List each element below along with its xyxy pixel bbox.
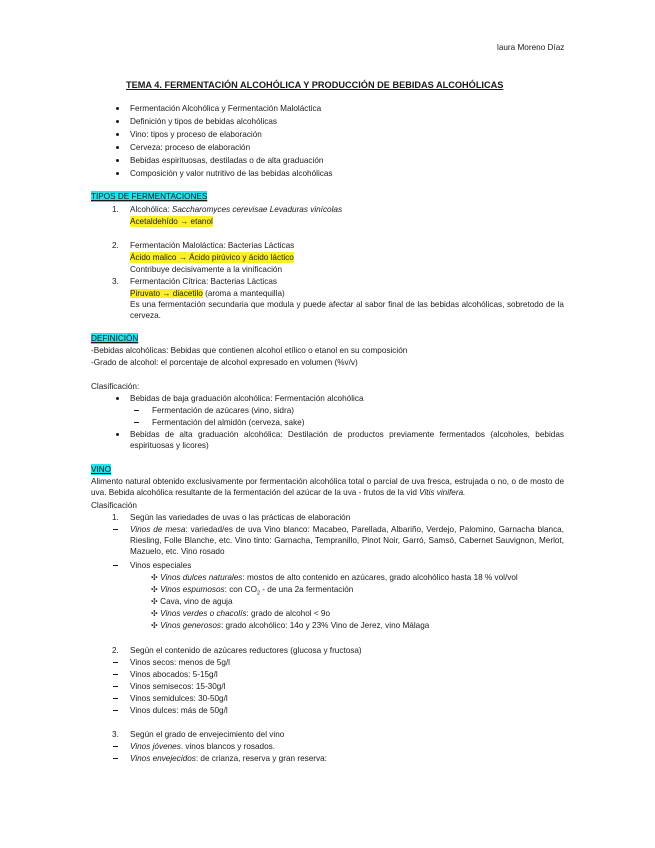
bullet-icon: [116, 107, 119, 110]
reaction-text: Ácido malico → Ácido pirúvico y ácido láctico: [130, 253, 294, 262]
bullet-icon: [116, 120, 119, 123]
list-item: Vinos semisecos: 15-30g/l: [130, 682, 226, 691]
term: Vinos generosos: [160, 621, 221, 630]
bullet-icon: [116, 159, 119, 162]
organism-name: Saccharomyces cerevisae Levaduras vinícolas: [171, 205, 343, 214]
list-item: Bebidas de alta graduación alcohólica: Destilación de productos previamente fermentados (alcoholes, bebidas espirituosas y licores): [130, 430, 564, 450]
fermentation-citrica: Fermentación Cítrica: Bacterias Lácticas: [130, 277, 277, 286]
list-item: Bebidas espirituosas, destiladas o de alta graduación: [130, 156, 324, 165]
bullet-icon: [116, 433, 119, 436]
definition: : variedad/es de uva Vino blanco: Macabeo, Parellada, Albariño, Verdejo, Palomino, Garnacha blanca, Riesling, Folle Blanche, etc. Vino tinto: Garnacha, Tempranillo, Pinot Noir, Garró, Samsó, Cabernet Sauvignon, Merlot, Mazuelo, etc. Vino rosado: [130, 525, 564, 556]
bullet-icon: [116, 397, 119, 400]
list-item: Cerveza: proceso de elaboración: [130, 143, 251, 152]
fermentation-alcoholica: [130, 204, 342, 215]
definition-line: -Bebidas alcohólicas: Bebidas que contienen alcohol etílico o etanol en su composición: [91, 346, 408, 355]
dash-icon: [113, 698, 118, 699]
subscript: 2: [256, 590, 261, 597]
bullet-icon: [116, 133, 119, 136]
definition-line: -Grado de alcohol: el porcentaje de alcohol expresado en volumen (%v/v): [91, 358, 358, 367]
definition-tail: - de una 2a fermentación: [260, 585, 354, 594]
term: Vinos dulces naturales: [160, 573, 243, 582]
definition: : con CO: [224, 585, 257, 594]
vino-intro: [91, 476, 564, 498]
label: Alcohólica:: [130, 205, 172, 214]
vino-especial-item: [151, 608, 330, 619]
list-item: Vinos abocados: 5-15g/l: [130, 670, 218, 679]
dash-icon: [113, 662, 118, 663]
vino-especial-item: [151, 596, 233, 607]
dash-icon: [113, 710, 118, 711]
list-item: [130, 753, 327, 764]
reaction-text: Piruvato → diacetilo: [130, 289, 203, 298]
dash-icon: [134, 422, 139, 423]
author-name: laura Moreno Díaz: [497, 43, 565, 52]
item-number: 2.: [112, 241, 119, 250]
list-item: Vinos secos: menos de 5g/l: [130, 658, 230, 667]
term: Vinos verdes o chacolís: [160, 609, 247, 618]
vino-especial-item: [151, 572, 518, 583]
section-heading-tipos: TIPOS DE FERMENTACIONES: [91, 192, 208, 201]
term: Vinos jóvenes: [130, 742, 181, 751]
page-title: TEMA 4. FERMENTACIÓN ALCOHÓLICA Y PRODUCCIÓN DE BEBIDAS ALCOHÓLICAS: [126, 80, 504, 90]
subsection-title: Según las variedades de uvas o las prácticas de elaboración: [130, 513, 351, 522]
dash-icon: [113, 565, 118, 566]
star-bullet-icon: ✣: [151, 597, 158, 606]
vinos-de-mesa: [130, 524, 564, 557]
list-item: Bebidas de baja graduación alcohólica: Fermentación alcohólica: [130, 394, 364, 403]
dash-icon: [113, 746, 118, 747]
reaction-line: [130, 288, 285, 299]
vinos-especiales: Vinos especiales: [130, 561, 192, 570]
star-bullet-icon: ✣: [151, 573, 158, 582]
star-bullet-icon: ✣: [151, 621, 158, 630]
dash-icon: [113, 758, 118, 759]
subsection-title: Según el contenido de azúcares reductores (glucosa y fructosa): [130, 646, 362, 655]
definition: : grado de alcohol < 9o: [246, 609, 331, 618]
dash-icon: [113, 686, 118, 687]
dash-icon: [134, 410, 139, 411]
list-item: Fermentación de azúcares (vino, sidra): [152, 406, 294, 415]
item-number: 1.: [112, 205, 119, 214]
species-name: Vitis vinifera.: [419, 488, 466, 497]
subsection-title: Según el grado de envejecimiento del vino: [130, 730, 285, 739]
reaction-note: (aroma a mantequilla): [202, 289, 285, 298]
list-item: Fermentación Alcohólica y Fermentación Maloláctica: [130, 104, 322, 113]
description-paragraph: Es una fermentación secundaria que modula y puede afectar al sabor final de las bebidas alcohólicas, sobretodo de la cerveza.: [130, 300, 564, 320]
intro-text: Alimento natural obtenido exclusivamente por fermentación alcohólica total o parcial de uva fresca, estrujada o no, o de mosto de uva. Bebida alcohólica resultante de la fermentación del azúcar de la uva - frutos de la vid: [91, 477, 564, 497]
star-bullet-icon: ✣: [151, 609, 158, 618]
reaction-text: Acetaldehído → etanol: [130, 217, 213, 226]
dash-icon: [113, 529, 118, 530]
item-number: 2.: [112, 646, 119, 655]
dash-icon: [113, 674, 118, 675]
classification-label: Clasificación: [91, 501, 137, 510]
definition: . vinos blancos y rosados.: [180, 742, 276, 751]
definition: : mostos de alto contenido en azúcares, grado alcohólico hasta 18 % vol/vol: [242, 573, 518, 582]
vino-especial-item: [151, 620, 429, 631]
term: Vinos de mesa: [130, 525, 186, 534]
list-item: Vinos semidulces: 30-50g/l: [130, 694, 228, 703]
classification-label: Clasificación:: [91, 382, 140, 391]
note-text: Contribuye decisivamente a la vinificación: [130, 265, 283, 274]
list-item: Definición y tipos de bebidas alcohólicas: [130, 117, 278, 126]
definition: Cava, vino de aguja: [160, 597, 233, 606]
item-number: 1.: [112, 513, 119, 522]
list-item: Fermentación del almidón (cerveza, sake): [152, 418, 305, 427]
bullet-icon: [116, 146, 119, 149]
item-number: 3.: [112, 277, 119, 286]
list-item: Vinos dulces: más de 50g/l: [130, 706, 228, 715]
star-bullet-icon: ✣: [151, 585, 158, 594]
section-heading-vino: VINO: [91, 465, 112, 474]
list-item: [130, 741, 275, 752]
bullet-icon: [116, 172, 119, 175]
fermentation-malolactica: Fermentación Maloláctica: Bacterias Lácticas: [130, 241, 295, 250]
definition: : de crianza, reserva y gran reserva:: [195, 754, 327, 763]
term: Vinos espumosos: [160, 585, 225, 594]
list-item: Composición y valor nutritivo de las bebidas alcohólicas: [130, 169, 333, 178]
term: Vinos envejecidos: [130, 754, 196, 763]
definition: : grado alcohólico: 14o y 23% Vino de Jerez, vino Málaga: [221, 621, 430, 630]
list-item: Vino: tipos y proceso de elaboración: [130, 130, 262, 139]
item-number: 3.: [112, 730, 119, 739]
section-heading-definicion: DEFINICIÓN: [91, 334, 139, 343]
